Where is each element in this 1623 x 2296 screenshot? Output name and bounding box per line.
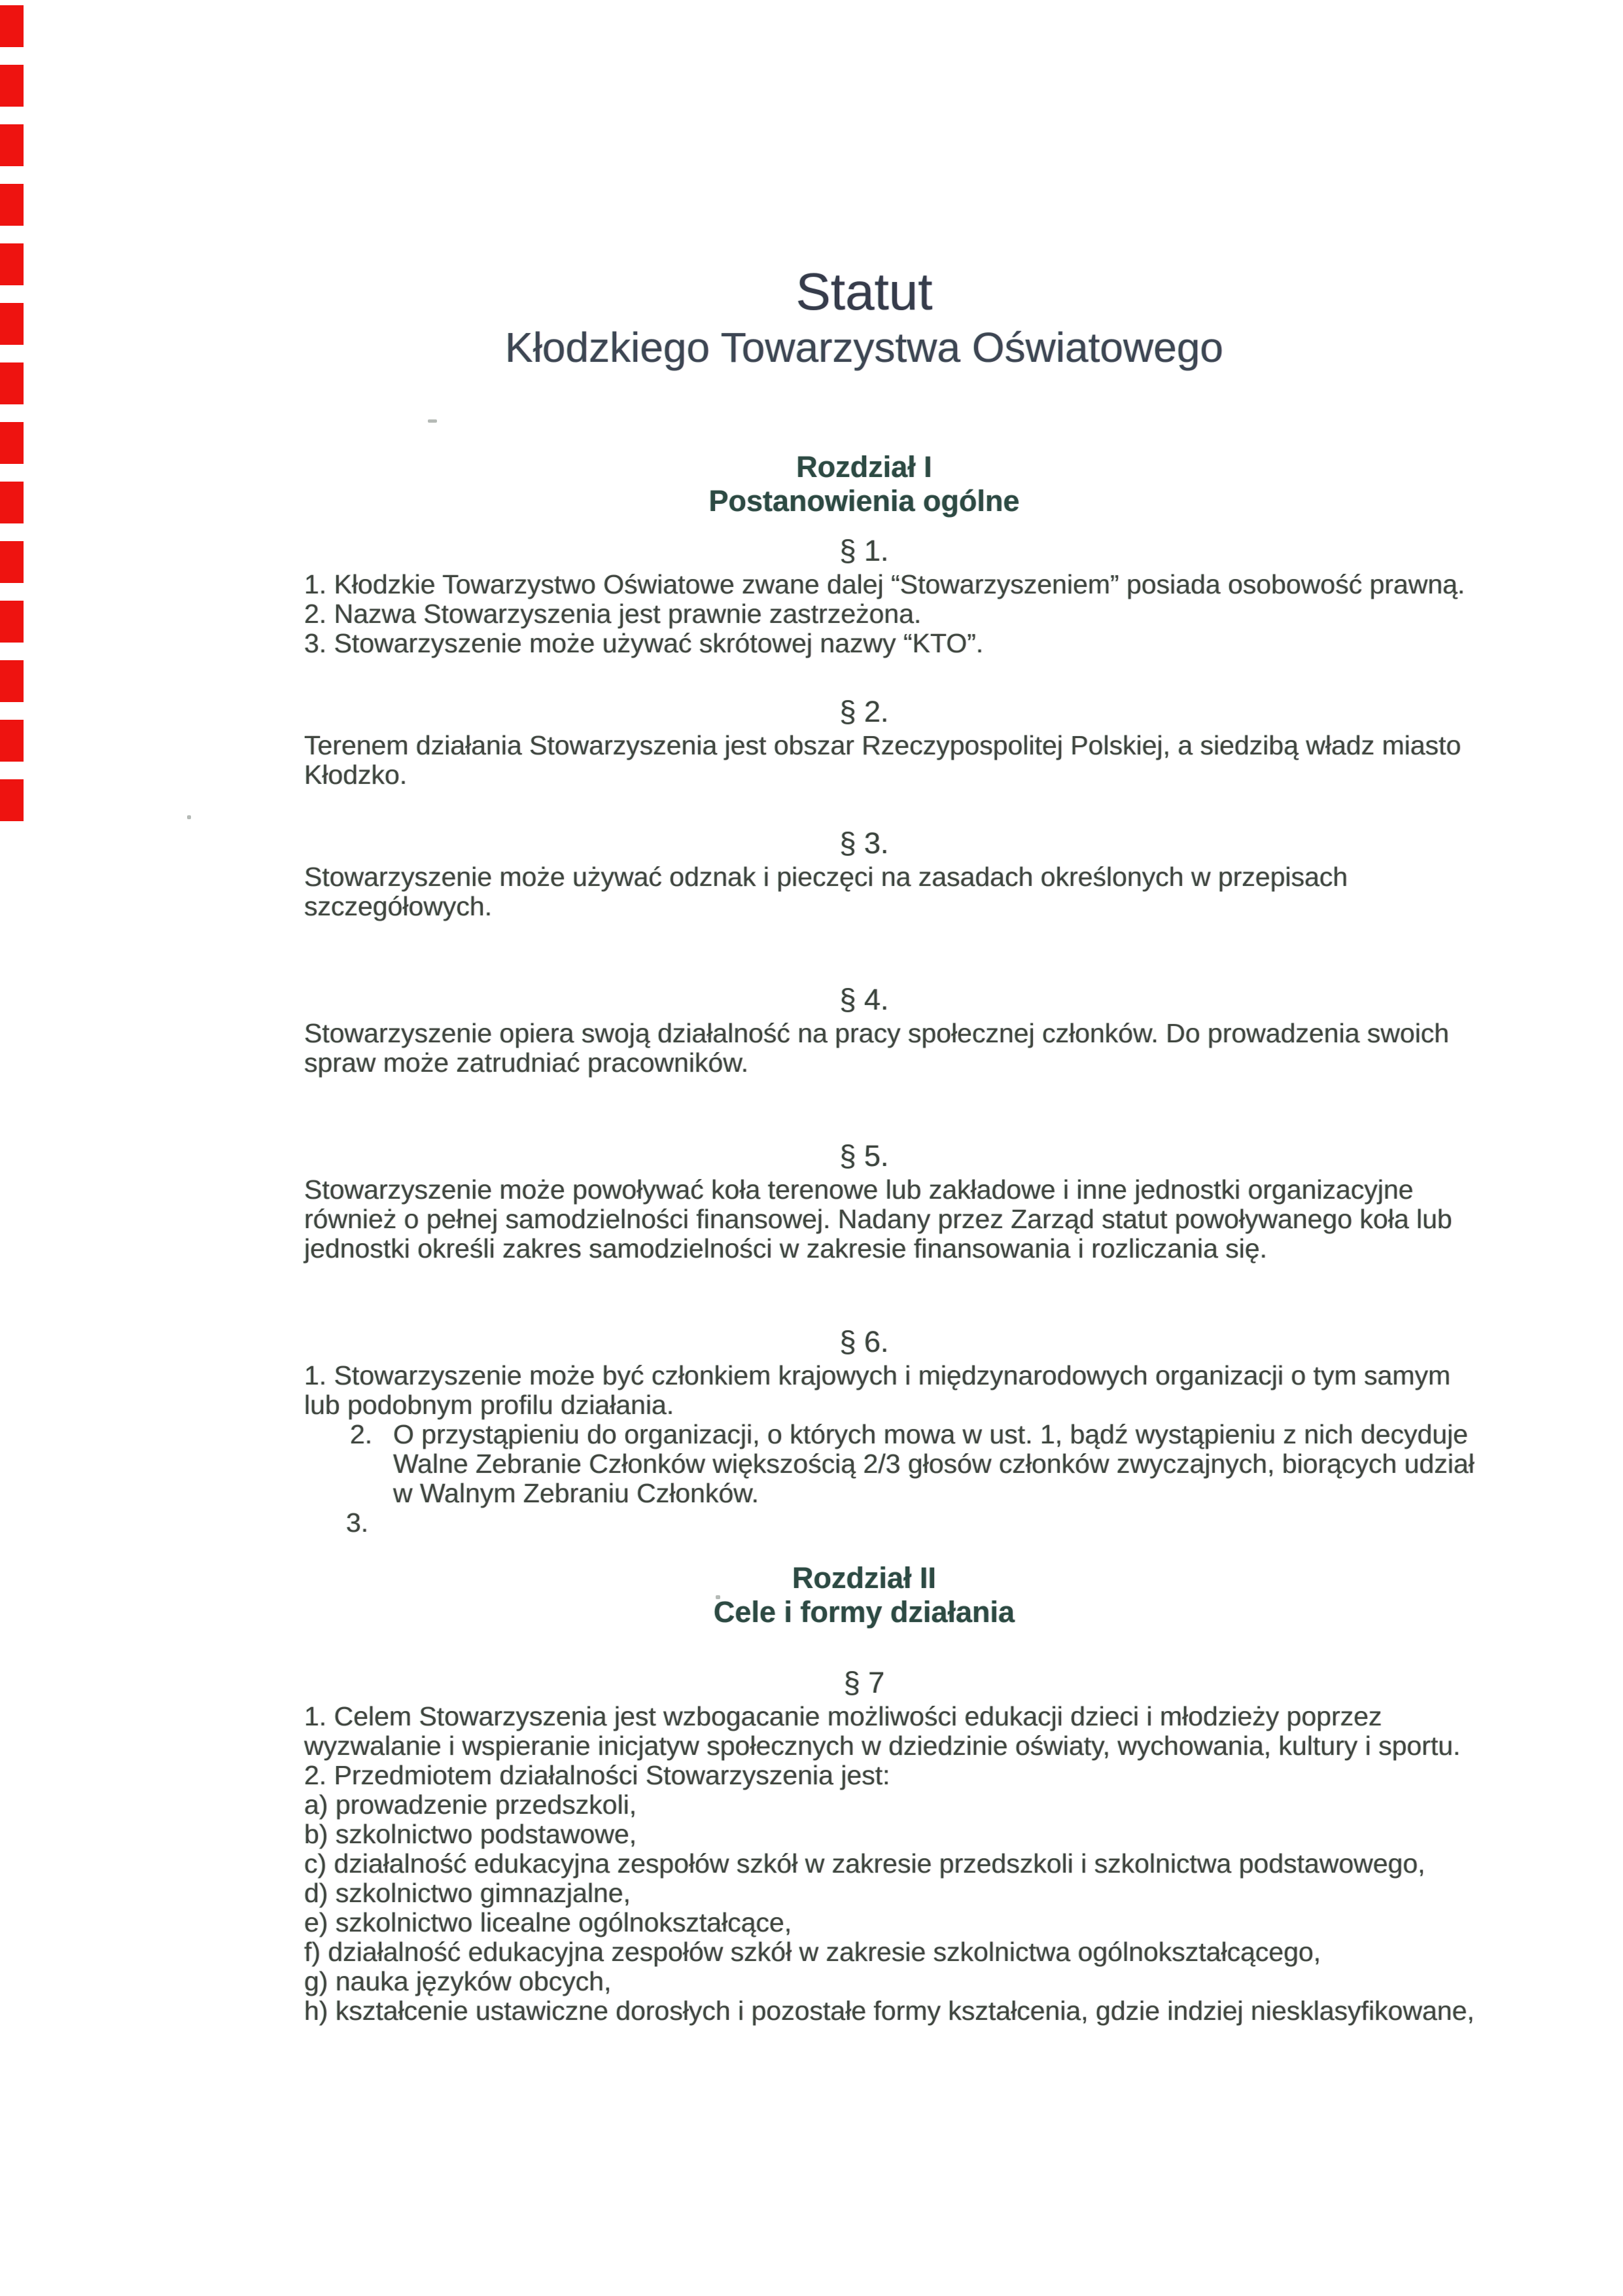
scan-speck: [187, 815, 191, 819]
paragraph-line: b) szkolnictwo podstawowe,: [304, 1819, 637, 1849]
chapter-subheading: Cele i formy działania: [713, 1595, 1015, 1629]
paragraph-line: g) nauka języków obcych,: [304, 1966, 612, 1996]
section-mark: § 5.: [839, 1139, 889, 1173]
paragraph-line: spraw może zatrudniać pracowników.: [304, 1048, 749, 1078]
paragraph-line: 1. Celem Stowarzyszenia jest wzbogacanie możliwości edukacji dzieci i młodzieży poprzez: [304, 1701, 1382, 1731]
item-text: [393, 1420, 1475, 1508]
document-body: [304, 450, 1475, 2026]
statute-section: [304, 695, 1461, 790]
statute-section: [304, 1666, 1475, 2026]
paragraph-line: Kłodzko.: [304, 760, 408, 790]
item-number: 3.: [346, 1508, 369, 1538]
paragraph-line: Stowarzyszenie może używać odznak i pieczęci na zasadach określonych w przepisach: [304, 862, 1348, 892]
chapter: [304, 450, 1475, 1538]
paragraph-line: wyzwalanie i wspieranie inicjatyw społecznych w dziedzinie oświaty, wychowania, kultury i sportu.: [304, 1731, 1461, 1761]
paragraph-line: Stowarzyszenie może powoływać koła terenowe lub zakładowe i inne jednostki organizacyjne: [304, 1174, 1414, 1205]
statute-section: [304, 1325, 1475, 1538]
section-mark: § 2.: [839, 695, 889, 728]
paragraph-line: h) kształcenie ustawiczne dorosłych i pozostałe formy kształcenia, gdzie indziej niesklasyfikowane,: [304, 1996, 1475, 2026]
paragraph-line: d) szkolnictwo gimnazjalne,: [304, 1878, 631, 1908]
section-mark: § 3.: [839, 826, 889, 860]
statute-section: [304, 1139, 1452, 1263]
paragraph-line: e) szkolnictwo licealne ogólnokształcące,: [304, 1907, 792, 1937]
document-subtitle: Kłodzkiego Towarzystwa Oświatowego: [505, 324, 1223, 371]
paragraph-line: f) działalność edukacyjna zespołów szkół w zakresie szkolnictwa ogólnokształcącego,: [304, 1937, 1321, 1967]
paragraph-line: 2. Nazwa Stowarzyszenia jest prawnie zastrzeżona.: [304, 599, 922, 629]
paragraph-line: O przystąpieniu do organizacji, o których mowa w ust. 1, bądź wystąpieniu z nich decyduje: [393, 1419, 1469, 1449]
paragraph-line: w Walnym Zebraniu Członków.: [393, 1478, 759, 1508]
paragraph-line: szczegółowych.: [304, 891, 493, 921]
chapter: [304, 1561, 1475, 2026]
paragraph-line: 3. Stowarzyszenie może używać skrótowej nazwy “KTO”.: [304, 628, 984, 658]
document-content: [304, 0, 1475, 2026]
paragraph-line: c) działalność edukacyjna zespołów szkół w zakresie przedszkoli i szkolnictwa podstawowego,: [304, 1848, 1425, 1879]
chapter-heading: Rozdział II: [792, 1561, 936, 1595]
section-mark: § 6.: [839, 1325, 889, 1358]
numbered-item: [350, 1419, 1475, 1508]
paragraph-line: 1. Kłodzkie Towarzystwo Oświatowe zwane dalej “Stowarzyszeniem” posiada osobowość prawną.: [304, 569, 1465, 599]
paragraph-line: 1. Stowarzyszenie może być członkiem krajowych i międzynarodowych organizacji o tym samym: [304, 1360, 1451, 1390]
paragraph-line: Terenem działania Stowarzyszenia jest obszar Rzeczypospolitej Polskiej, a siedzibą władz miasto: [304, 730, 1461, 760]
statute-section: [304, 828, 1424, 921]
section-mark: § 7: [843, 1666, 885, 1699]
paragraph-line: a) prowadzenie przedszkoli,: [304, 1790, 637, 1820]
chapter-heading: Rozdział I: [796, 450, 932, 484]
paragraph-line: również o pełnej samodzielności finansowej. Nadany przez Zarząd statut powoływanego koła lub: [304, 1204, 1452, 1234]
document-title: Statut: [795, 262, 933, 321]
statute-section: [304, 983, 1450, 1078]
red-edge-scan-marks: [0, 5, 24, 836]
paragraph-line: Walne Zebranie Członków większością 2/3 głosów członków zwyczajnych, biorących udział: [393, 1449, 1475, 1479]
paragraph-line: lub podobnym profilu działania.: [304, 1390, 674, 1420]
chapter-subheading: Postanowienia ogólne: [708, 484, 1020, 518]
paragraph-line: jednostki określi zakres samodzielności w zakresie finansowania i rozliczania się.: [304, 1233, 1268, 1263]
item-number: 2.: [350, 1419, 373, 1449]
paragraph-line: 2. Przedmiotem działalności Stowarzyszenia jest:: [304, 1760, 890, 1790]
section-mark: § 1.: [839, 534, 889, 567]
paragraph-line: Stowarzyszenie opiera swoją działalność na pracy społecznej członków. Do prowadzenia swoich: [304, 1018, 1450, 1048]
section-mark: § 4.: [839, 983, 889, 1016]
statute-section: [304, 534, 1465, 658]
